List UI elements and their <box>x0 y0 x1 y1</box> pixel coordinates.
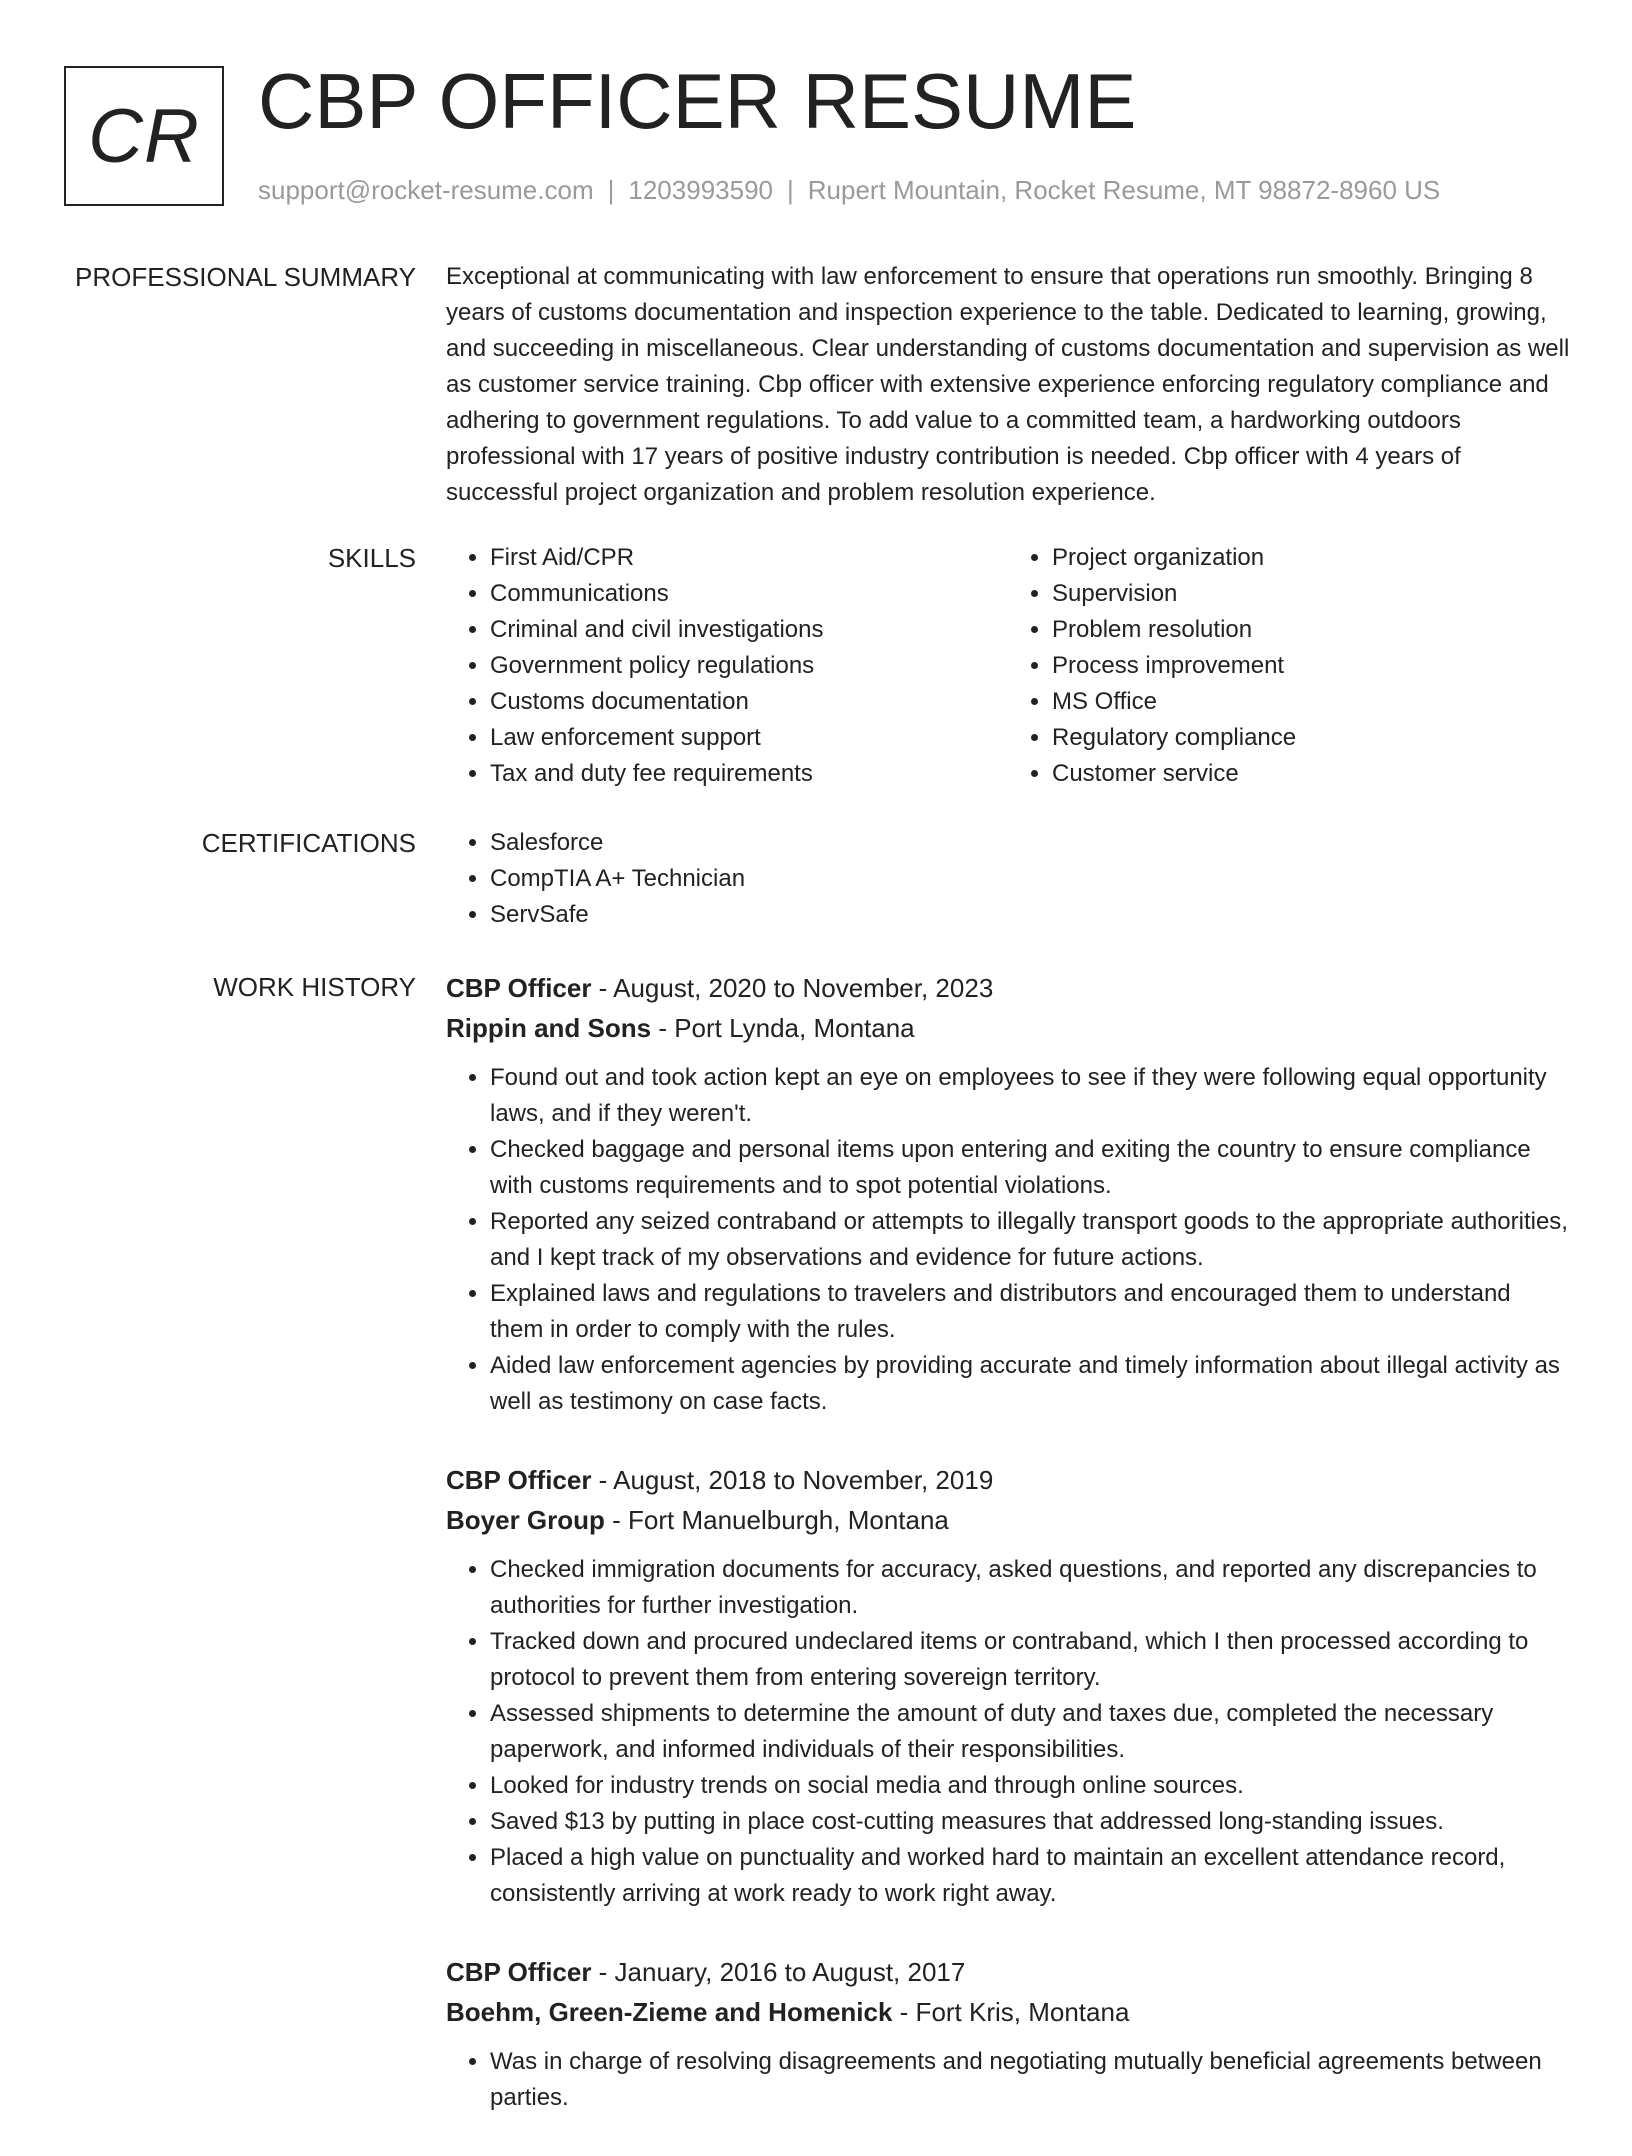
contact-email[interactable]: support@rocket-resume.com <box>258 175 594 205</box>
job-location: - Port Lynda, Montana <box>651 1013 915 1043</box>
job-dates: - August, 2018 to November, 2019 <box>591 1465 994 1495</box>
job-title-line <box>446 968 1570 1008</box>
skill-item: • Process improvement <box>1052 648 1570 684</box>
job-bullets <box>446 2044 1570 2116</box>
work-history-section <box>446 968 1570 2156</box>
job-bullet: • Placed a high value on punctuality and worked hard to maintain an excellent attendance record, consistently arriving at work ready to work right away. <box>490 1840 1570 1912</box>
contact-separator: | <box>787 175 794 205</box>
skill-item: • Criminal and civil investigations <box>490 612 1008 648</box>
job-entry <box>446 1460 1570 1912</box>
skill-item: • Project organization <box>1052 540 1570 576</box>
skills-list-right <box>1008 540 1570 792</box>
job-dates: - January, 2016 to August, 2017 <box>591 1957 966 1987</box>
job-title: CBP Officer <box>446 1465 592 1495</box>
job-bullets <box>446 1552 1570 1912</box>
job-location: - Fort Manuelburgh, Montana <box>604 1505 949 1535</box>
certification-item: • CompTIA A+ Technician <box>490 861 1570 897</box>
job-title: CBP Officer <box>446 973 592 1003</box>
job-bullet: • Found out and took action kept an eye on employees to see if they were following equal opportunity laws, and if they weren't. <box>490 1060 1570 1132</box>
job-bullet: • Tracked down and procured undeclared items or contraband, which I then processed according to protocol to prevent them from entering sovereign territory. <box>490 1624 1570 1696</box>
section-label-skills: SKILLS <box>327 543 416 573</box>
job-bullet: • Reported any seized contraband or attempts to illegally transport goods to the appropriate authorities, and I kept track of my observations and evidence for future actions. <box>490 1204 1570 1276</box>
skill-item: • MS Office <box>1052 684 1570 720</box>
job-title-line <box>446 1952 1570 1992</box>
resume-title: CBP OFFICER RESUME <box>258 57 1137 145</box>
skill-item: • Government policy regulations <box>490 648 1008 684</box>
skill-item: • Customer service <box>1052 756 1570 792</box>
job-bullets <box>446 1060 1570 1420</box>
skills-grid <box>446 540 1570 792</box>
job-company-line <box>446 1008 1570 1048</box>
contact-address: Rupert Mountain, Rocket Resume, MT 98872-8960 US <box>807 175 1441 205</box>
skill-item: • Tax and duty fee requirements <box>490 756 1008 792</box>
job-bullet: • Looked for industry trends on social media and through online sources. <box>490 1768 1570 1804</box>
job-bullet: • Explained laws and regulations to travelers and distributors and encouraged them to understand them in order to comply with the rules. <box>490 1276 1570 1348</box>
section-label-work-history: WORK HISTORY <box>213 972 416 1002</box>
contact-separator: | <box>607 175 615 205</box>
skills-list-left <box>446 540 1008 792</box>
skill-item: • Problem resolution <box>1052 612 1570 648</box>
job-bullet: • Checked baggage and personal items upon entering and exiting the country to ensure compliance with customs requirements and to spot potential violations. <box>490 1132 1570 1204</box>
job-bullet: • Assessed shipments to determine the amount of duty and taxes due, completed the necessary paperwork, and informed individuals of their responsibilities. <box>490 1696 1570 1768</box>
skill-item: • Law enforcement support <box>490 720 1008 756</box>
job-bullet: • Aided law enforcement agencies by providing accurate and timely information about illegal activity as well as testimony on case facts. <box>490 1348 1570 1420</box>
job-entry <box>446 968 1570 1420</box>
job-title-line <box>446 1460 1570 1500</box>
job-company: Boehm, Green-Zieme and Homenick <box>446 1997 893 2027</box>
certifications-list <box>446 825 1570 933</box>
job-dates: - August, 2020 to November, 2023 <box>591 973 994 1003</box>
certification-item: • Salesforce <box>490 825 1570 861</box>
summary-text: Exceptional at communicating with law enforcement to ensure that operations run smoothly. Bringing 8 years of customs documentation and inspection experience to the table. Dedicated to learning, growing, and succeeding in miscellaneous. Clear understanding of customs documentation and supervision as well as customer service training. Cbp officer with extensive experience enforcing regulatory compliance and adhering to government regulations. To add value to a committed team, a hardworking outdoors professional with 17 years of positive industry contribution is needed. Cbp officer with 4 years of successful project organization and problem resolution experience. <box>446 263 1570 506</box>
job-bullet: • Was in charge of resolving disagreements and negotiating mutually beneficial agreements between parties. <box>490 2044 1570 2116</box>
skill-item: • Communications <box>490 576 1008 612</box>
job-company: Rippin and Sons <box>446 1013 652 1043</box>
skill-item: • Customs documentation <box>490 684 1008 720</box>
job-bullet: • Saved $13 by putting in place cost-cutting measures that addressed long-standing issues. <box>490 1804 1570 1840</box>
section-label-summary: PROFESSIONAL SUMMARY <box>75 262 416 292</box>
summary-section <box>446 259 1570 511</box>
monogram-logo: CR <box>64 66 224 206</box>
job-title: CBP Officer <box>446 1957 592 1987</box>
skill-item: • Regulatory compliance <box>1052 720 1570 756</box>
section-label-certifications: CERTIFICATIONS <box>201 828 416 858</box>
contact-line <box>258 174 1440 206</box>
skill-item: • First Aid/CPR <box>490 540 1008 576</box>
job-entry <box>446 1952 1570 2116</box>
contact-phone[interactable]: 1203993590 <box>628 175 773 205</box>
job-company-line <box>446 1992 1570 2032</box>
certifications-section <box>446 825 1570 933</box>
job-company: Boyer Group <box>446 1505 605 1535</box>
certification-item: • ServSafe <box>490 897 1570 933</box>
job-location: - Fort Kris, Montana <box>892 1997 1130 2027</box>
job-company-line <box>446 1500 1570 1540</box>
skills-section <box>446 540 1570 792</box>
skill-item: • Supervision <box>1052 576 1570 612</box>
job-bullet: • Checked immigration documents for accuracy, asked questions, and reported any discrepancies to authorities for further investigation. <box>490 1552 1570 1624</box>
